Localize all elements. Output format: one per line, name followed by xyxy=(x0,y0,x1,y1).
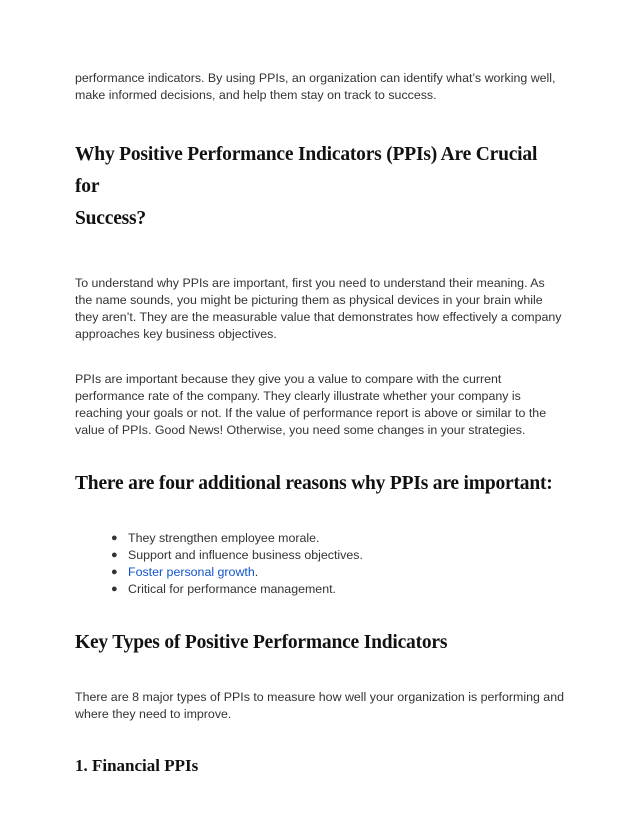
reasons-list xyxy=(75,530,565,598)
key-types-paragraph: There are 8 major types of PPIs to measure how well your organization is performing and where they need to improve. xyxy=(75,690,564,721)
list-item xyxy=(75,547,565,564)
list-item xyxy=(75,581,565,598)
reason-text: They strengthen employee morale. xyxy=(128,531,320,545)
reason-text: Support and influence business objectives. xyxy=(128,548,363,562)
heading-financial-ppis: 1. Financial PPIs xyxy=(75,756,199,775)
intro-paragraph: performance indicators. By using PPIs, an organization can identify what’s working well, make informed decisions, and help them stay on track to success. xyxy=(75,71,556,102)
heading-why-ppis-crucial xyxy=(75,139,565,235)
bullet-icon: ● xyxy=(111,549,118,561)
why-paragraph-1: To understand why PPIs are important, first you need to understand their meaning. As the name sounds, you might be picturing them as physical devices in your brain while they aren’t. They are the measurable value that demonstrates how effectively a company approaches key business objectives. xyxy=(75,276,562,341)
heading-key-types: Key Types of Positive Performance Indicators xyxy=(75,632,448,653)
document-content xyxy=(75,70,565,777)
bullet-icon: ● xyxy=(111,583,118,595)
list-item xyxy=(75,564,565,581)
foster-personal-growth-link[interactable]: Foster personal growth xyxy=(128,565,255,579)
heading-why-line2: Success? xyxy=(75,208,146,229)
heading-four-reasons: There are four additional reasons why PPIs are important: xyxy=(75,473,553,494)
bullet-icon: ● xyxy=(111,532,118,544)
heading-why-line1: Why Positive Performance Indicators (PPIs) Are Crucial for xyxy=(75,144,538,197)
reason-text: Critical for performance management. xyxy=(128,582,336,596)
link-period: . xyxy=(254,565,259,579)
bullet-icon: ● xyxy=(111,566,118,578)
why-paragraph-2: PPIs are important because they give you a value to compare with the current performance rate of the company. They clearly illustrate whether your company is reaching your goals or not. If the value of performance report is above or similar to the value of PPIs. Good News! Otherwise, you need some changes in your strategies. xyxy=(75,372,547,437)
list-item xyxy=(75,530,565,547)
